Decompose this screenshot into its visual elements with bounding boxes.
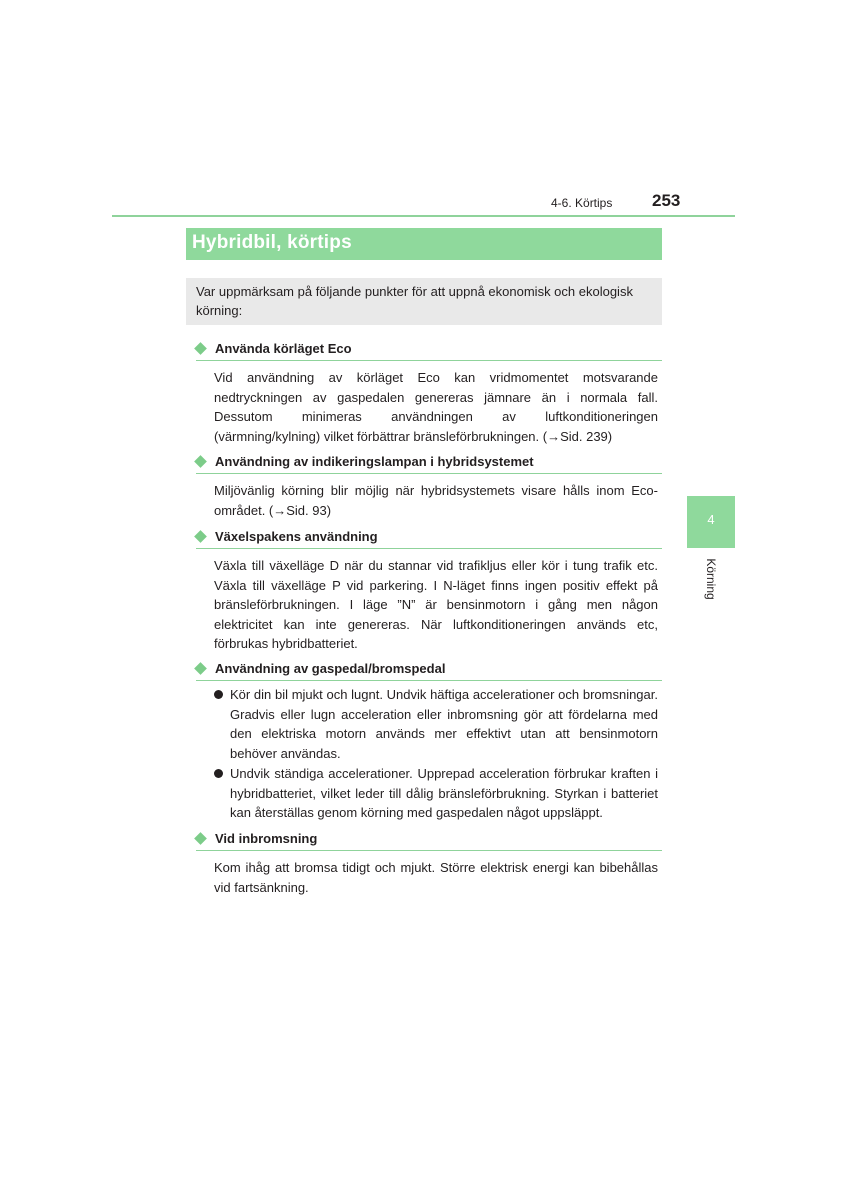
section-title: Användning av gaspedal/bromspedal (215, 661, 446, 676)
chapter-number: 4 (707, 512, 715, 527)
bullet-text: Undvik ständiga accelerationer. Upprepad acceleration förbrukar kraften i hybridbatteriet, vilket leder till dålig bränsleförbrukning. Styrkan i batteriet kan återställas genom körning med gaspedalen något uppsläppt. (230, 766, 658, 820)
section-heading (196, 340, 662, 361)
page-title: Hybridbil, körtips (192, 232, 352, 253)
intro-box (186, 278, 662, 325)
diamond-icon (194, 662, 207, 675)
section-heading (196, 528, 662, 549)
section-heading (196, 453, 662, 474)
section-heading (196, 830, 662, 851)
diamond-icon (194, 342, 207, 355)
title-bar (186, 228, 662, 260)
bullet-dot-icon (214, 690, 223, 699)
header-rule (112, 215, 735, 217)
section-body: Vid användning av körläget Eco kan vridmomentet motsvarande nedtryckningen av gaspedalen genereras jämnare än i normala fall. Dessutom minimeras användningen av luftkonditioneringen (värmning/kylning) vilket förbättrar bränsleförbrukningen. (→Sid. 239) (214, 370, 658, 444)
chapter-tab[interactable] (687, 496, 735, 548)
intro-text: Var uppmärksam på följande punkter för att uppnå ekonomisk och ekologisk körning: (196, 284, 633, 318)
diamond-icon (194, 832, 207, 845)
section-body: Miljövänlig körning blir möjlig när hybridsystemets visare hålls inom Eco-området. (→Sid. 93) (214, 483, 658, 518)
bullet-dot-icon (214, 769, 223, 778)
section-heading (196, 660, 662, 681)
section-title: Använda körläget Eco (215, 341, 352, 356)
diamond-icon (194, 530, 207, 543)
section-body: Växla till växelläge D när du stannar vid trafikljus eller kör i tung trafik etc. Växla till växelläge P vid parkering. I N-läget finns ingen positiv effekt på bränsleförbrukningen. I läge ”N” är bensinmotorn i gång men någon elektricitet kan inte genereras. När luftkonditioneringen används etc, förbrukas hybridbatteriet. (214, 558, 658, 651)
section-title: Användning av indikeringslampan i hybridsystemet (215, 454, 534, 469)
diamond-icon (194, 455, 207, 468)
bullet-text: Kör din bil mjukt och lugnt. Undvik häftiga accelerationer och bromsningar. Gradvis eller lugn acceleration eller inbromsning gör att fördelarna med den elektriska motorn används mer effektivt utan att bensinmotorn behöver användas. (230, 687, 658, 761)
running-header-section: 4-6. Körtips (551, 196, 613, 210)
page-number: 253 (652, 191, 681, 210)
chapter-label: Körning (704, 558, 718, 600)
section-title: Växelspakens användning (215, 529, 378, 544)
section-title: Vid inbromsning (215, 831, 318, 846)
section-body: Kom ihåg att bromsa tidigt och mjukt. Större elektrisk energi kan bibehållas vid fartsänkning. (214, 860, 658, 895)
